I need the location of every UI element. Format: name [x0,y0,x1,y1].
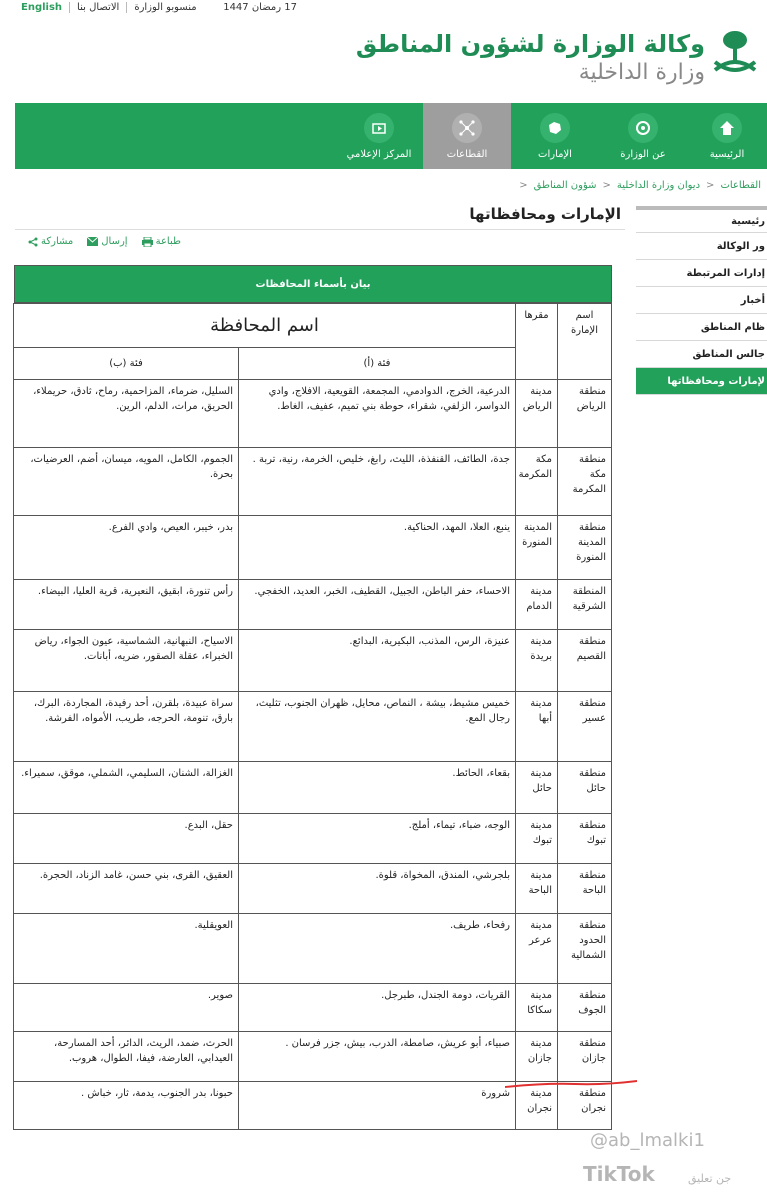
page-title: الإمارات ومحافظاتها [469,205,621,223]
cell-category-a: بلجرشي، المندق، المخواة، قلوة. [239,864,516,914]
top-bar [0,0,767,18]
cell-region: منطقة الباحة [558,864,612,914]
sidebar-item-emirates[interactable]: لإمارات ومحافظاتها [636,368,767,395]
breadcrumb-diwan[interactable]: ديوان وزارة الداخلية [616,180,701,191]
sidebar-item-councils[interactable]: جالس المناطق [636,341,767,368]
table-row [14,984,612,1032]
cell-seat: مدينة الباحة [516,864,558,914]
chevron-left-icon: < [519,180,528,191]
nav-home[interactable] [687,103,767,169]
cell-seat: المدينة المنورة [516,516,558,580]
hijri-date: 17 رمضان 1447 [223,2,297,13]
table-row [14,762,612,814]
cell-category-b: صوير. [14,984,239,1032]
sidebar [636,206,767,395]
logo-title: وكالة الوزارة لشؤون المناطق [355,30,705,58]
breadcrumb-regions[interactable]: شؤون المناطق [533,180,597,191]
cell-category-b: حبونا، بدر الجنوب، يدمة، ثار، خباش . [14,1082,239,1130]
send-button[interactable] [87,236,127,247]
cell-category-a: الاحساء، حفر الباطن، الجبيل، القطيف، الخبر، العديد، الخفجي. [239,580,516,630]
cell-region: منطقة تبوك [558,814,612,864]
site-logo[interactable] [355,22,761,92]
breadcrumb [519,180,761,191]
cell-category-a: القريات، دومة الجندل، طبرجل. [239,984,516,1032]
media-icon [364,113,394,143]
logo-subtitle: وزارة الداخلية [578,60,705,85]
data-table [13,303,612,1130]
top-links [14,2,204,13]
col-header-seat: مقرها [516,304,558,380]
cell-category-b: بدر، خيبر، العيص، وادي الفرع. [14,516,239,580]
cell-category-a: الوجه، ضباء، تيماء، أملج. [239,814,516,864]
table-row [14,814,612,864]
cell-category-b: العويقلية. [14,914,239,984]
cell-seat: مدينة جازان [516,1032,558,1082]
staff-link[interactable]: منسوبو الوزارة [126,2,203,13]
table-row [14,516,612,580]
cell-seat: مدينة عرعر [516,914,558,984]
cell-category-b: الغزالة، الشنان، السليمي، الشملي، موقق، سميراء. [14,762,239,814]
sidebar-item-departments[interactable]: إدارات المرتبطة [636,260,767,287]
watermark-brand: TikTok [583,1162,655,1186]
main-nav [15,103,767,169]
cell-category-b: السليل، ضرماء، المزاحمية، رماح، ثادق، حريملاء، الحريق، مرات، الدلم، الرين. [14,380,239,448]
cell-seat: مدينة نجران [516,1082,558,1130]
cell-category-a: جدة، الطائف، القنفذة، الليث، رابغ، خليص، الخرمة، رنية، تربة . [239,448,516,516]
table-row [14,580,612,630]
nav-emirates[interactable] [511,103,599,169]
share-button[interactable] [28,236,73,247]
cell-seat: مكة المكرمة [516,448,558,516]
table-row [14,630,612,692]
table-row [14,864,612,914]
title-divider [15,229,625,230]
cell-category-b: حقل، البدع. [14,814,239,864]
cell-category-a: ينبع، العلا، المهد، الحناكية. [239,516,516,580]
cell-category-b: الاسياح، النبهانية، الشماسية، عيون الجواء، رياض الخبراء، عقلة الصقور، ضريه، أبانات. [14,630,239,692]
chevron-left-icon: < [706,180,715,191]
cell-seat: مدينة تبوك [516,814,558,864]
cell-seat: مدينة حائل [516,762,558,814]
cell-region: منطقة المدينة المنورة [558,516,612,580]
cell-category-b: سراة عبيدة، بلقرن، أحد رفيدة، المجاردة، البرك، بارق، تنومة، الحرجه، طريب، الأمواه، الفرشة. [14,692,239,762]
cell-seat: مدينة سكاكا [516,984,558,1032]
table-row [14,914,612,984]
contact-link[interactable]: الاتصال بنا [69,2,126,13]
nav-label: عن الوزارة [620,148,666,160]
cell-category-a: شرورة [239,1082,516,1130]
cell-region: منطقة الرياض [558,380,612,448]
cell-region: منطقة الحدود الشمالية [558,914,612,984]
printer-icon [142,237,153,247]
red-underline-annotation [505,1077,637,1091]
table-caption: بيان بأسماء المحافظات [14,265,612,303]
cell-category-b: الجموم، الكامل، المويه، ميسان، أضم، العرضيات، بحرة. [14,448,239,516]
cell-category-a: عنيزة، الرس، المذنب، البكيرية، البدائع. [239,630,516,692]
breadcrumb-sectors[interactable]: القطاعات [720,180,761,191]
share-label: مشاركة [41,236,74,247]
nav-media[interactable] [335,103,423,169]
col-header-governorate: اسم المحافظة [14,304,516,348]
sidebar-item-home[interactable]: رئيسية [636,206,767,233]
cell-seat: مدينة الرياض [516,380,558,448]
table-body [14,380,612,1130]
governorates-table [14,265,612,1130]
cell-seat: مدينة أبها [516,692,558,762]
cell-region: منطقة جازان [558,1032,612,1082]
cell-seat: مدينة بريدة [516,630,558,692]
col-header-region: اسم الإمارة [558,304,612,380]
cell-region: منطقة نجران [558,1082,612,1130]
nav-about[interactable] [599,103,687,169]
cell-category-b: العقيق، القرى، بني حسن، غامد الزناد، الحجرة. [14,864,239,914]
print-button[interactable] [142,236,181,247]
cell-region: منطقة الجوف [558,984,612,1032]
cell-category-a: الدرعية، الخرج، الدوادمي، المجمعة، القويعية، الافلاج، وادي الدواسر، الزلفي، شقراء، حوطة بني تميم، عفيف، الغاط. [239,380,516,448]
envelope-icon [87,237,98,246]
saudi-emblem-icon [709,26,761,82]
network-icon [452,113,482,143]
sidebar-item-agency[interactable]: ور الوكالة [636,233,767,260]
print-label: طباعة [155,236,181,247]
col-header-category-b: فئة (ب) [14,348,239,380]
cell-region: منطقة مكة المكرمة [558,448,612,516]
cell-category-a: خميس مشيط، بيشة ، النماص، محايل، ظهران الجنوب، تثليث، رجال المع. [239,692,516,762]
english-link[interactable]: English [21,2,63,13]
nav-label: المركز الإعلامي [346,148,412,160]
page-actions [28,236,181,247]
col-header-category-a: فئة (أ) [239,348,516,380]
home-icon [712,113,742,143]
cell-region: منطقة عسير [558,692,612,762]
cell-seat: مدينة الدمام [516,580,558,630]
table-row [14,380,612,448]
nav-sectors[interactable] [423,103,511,169]
chevron-left-icon: < [602,180,611,191]
sidebar-item-regions-system[interactable]: ظام المناطق [636,314,767,341]
table-row [14,448,612,516]
cell-region: المنطقة الشرقية [558,580,612,630]
watermark-cta: جن تعليق [688,1172,732,1185]
cell-category-a: صبياء، أبو عريش، صامطة، الدرب، بيش، جزر فرسان . [239,1032,516,1082]
emblem-icon [628,113,658,143]
table-row [14,1032,612,1082]
cell-category-a: بقعاء، الحائط. [239,762,516,814]
nav-label: القطاعات [446,148,488,160]
watermark-handle: @ab_lmalki1 [590,1130,705,1151]
cell-region: منطقة القصيم [558,630,612,692]
cell-region: منطقة حائل [558,762,612,814]
send-label: إرسال [101,236,128,247]
sidebar-item-news[interactable]: أخبار [636,287,767,314]
cell-category-b: الحرث، ضمد، الريث، الدائر، أحد المسارحة، العيدابي، العارضة، فيفا، الطوال، هروب. [14,1032,239,1082]
share-icon [28,237,38,247]
nav-label: الإمارات [538,148,572,160]
cell-category-a: رفحاء، طريف. [239,914,516,984]
nav-label: الرئيسية [709,148,745,160]
cell-category-b: رأس تنورة، ابقيق، النعيرية، قرية العليا، البيضاء. [14,580,239,630]
map-icon [540,113,570,143]
table-row [14,692,612,762]
